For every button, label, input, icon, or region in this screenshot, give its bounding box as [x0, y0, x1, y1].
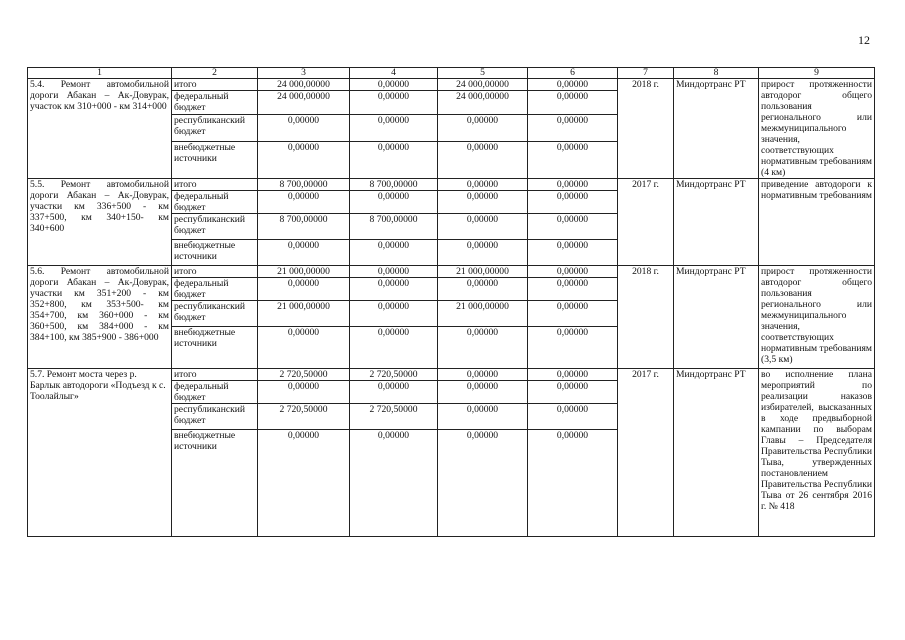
amount-2019: 0,00000 [528, 79, 618, 91]
amount-total: 21 000,00000 [258, 301, 350, 327]
amount-2018: 21 000,00000 [438, 266, 528, 278]
amount-2017: 8 700,00000 [350, 214, 438, 240]
amount-2019: 0,00000 [528, 240, 618, 266]
funding-source: внебюджетные источники [172, 240, 258, 266]
amount-2018: 24 000,00000 [438, 79, 528, 91]
table-row [28, 369, 875, 381]
executor: Миндортранс РТ [674, 79, 759, 179]
amount-2017: 0,00000 [350, 327, 438, 369]
executor: Миндортранс РТ [674, 369, 759, 537]
expected-result: прирост протяженности автодорог общего пользования регионального или межмуниципального значения, соответствующих нормативным требованиям (3,5 км) [759, 266, 875, 369]
funding-source: внебюджетные источники [172, 327, 258, 369]
amount-2019: 0,00000 [528, 179, 618, 191]
execution-year: 2017 г. [618, 369, 674, 537]
expected-result: во исполнение плана мероприятий по реализации наказов избирателей, высказанных в ходе предвыборной кампании по выборам Главы – Председателя Правительства Республики Тыва, утвержденных постановлением Правительства Республики Тыва от 26 сентября 2016 г. № 418 [759, 369, 875, 537]
funding-source: итого [172, 79, 258, 91]
amount-2018: 0,00000 [438, 278, 528, 301]
amount-2019: 0,00000 [528, 91, 618, 115]
amount-2018: 24 000,00000 [438, 91, 528, 115]
table-row [28, 179, 875, 191]
activity-name: 5.6. Ремонт автомобильной дороги Абакан – Ак-Довурак, участки км 351+200 - км 352+800, км 353+500- км 354+700, км 360+000 - км 360+500, км 384+000 - км 384+100, км 385+900 - 386+000 [28, 266, 172, 369]
funding-source: итого [172, 179, 258, 191]
amount-total: 0,00000 [258, 191, 350, 214]
amount-2019: 0,00000 [528, 141, 618, 178]
amount-2019: 0,00000 [528, 191, 618, 214]
amount-2018: 0,00000 [438, 381, 528, 404]
amount-2017: 0,00000 [350, 141, 438, 178]
amount-2019: 0,00000 [528, 404, 618, 430]
amount-2018: 0,00000 [438, 214, 528, 240]
amount-2017: 2 720,50000 [350, 369, 438, 381]
amount-2017: 0,00000 [350, 381, 438, 404]
funding-source: республиканский бюджет [172, 115, 258, 142]
amount-2019: 0,00000 [528, 301, 618, 327]
amount-2017: 0,00000 [350, 240, 438, 266]
funding-source: итого [172, 266, 258, 278]
amount-2018: 0,00000 [438, 430, 528, 537]
execution-year: 2017 г. [618, 179, 674, 266]
amount-2017: 0,00000 [350, 91, 438, 115]
amount-2018: 0,00000 [438, 327, 528, 369]
program-activities-table [27, 67, 875, 537]
column-number-row [28, 68, 875, 79]
column-number: 4 [350, 68, 438, 79]
amount-2017: 0,00000 [350, 301, 438, 327]
amount-total: 0,00000 [258, 430, 350, 537]
activity-name: 5.7. Ремонт моста через р. Барлык автодороги «Подъезд к с. Тоолайлыг» [28, 369, 172, 537]
amount-total: 0,00000 [258, 141, 350, 178]
funding-source: республиканский бюджет [172, 404, 258, 430]
amount-total: 0,00000 [258, 381, 350, 404]
executor: Миндортранс РТ [674, 266, 759, 369]
execution-year: 2018 г. [618, 266, 674, 369]
funding-source: республиканский бюджет [172, 214, 258, 240]
amount-2017: 0,00000 [350, 115, 438, 142]
amount-2018: 0,00000 [438, 404, 528, 430]
amount-2017: 2 720,50000 [350, 404, 438, 430]
amount-2019: 0,00000 [528, 115, 618, 142]
column-number: 1 [28, 68, 172, 79]
table-row [28, 79, 875, 91]
execution-year: 2018 г. [618, 79, 674, 179]
amount-total: 8 700,00000 [258, 214, 350, 240]
activity-name: 5.4. Ремонт автомобильной дороги Абакан – Ак-Довурак, участок км 310+000 - км 314+000 [28, 79, 172, 179]
amount-2017: 0,00000 [350, 266, 438, 278]
executor: Миндортранс РТ [674, 179, 759, 266]
amount-2019: 0,00000 [528, 266, 618, 278]
funding-source: внебюджетные источники [172, 430, 258, 537]
amount-2018: 0,00000 [438, 115, 528, 142]
funding-source: федеральный бюджет [172, 381, 258, 404]
expected-result: приведение автодороги к нормативным требованиям [759, 179, 875, 266]
column-number: 2 [172, 68, 258, 79]
funding-source: федеральный бюджет [172, 191, 258, 214]
amount-2017: 0,00000 [350, 79, 438, 91]
column-number: 8 [674, 68, 759, 79]
amount-2018: 0,00000 [438, 179, 528, 191]
amount-2018: 0,00000 [438, 191, 528, 214]
funding-source: федеральный бюджет [172, 278, 258, 301]
amount-total: 0,00000 [258, 278, 350, 301]
amount-2018: 0,00000 [438, 240, 528, 266]
column-number: 6 [528, 68, 618, 79]
amount-2018: 0,00000 [438, 141, 528, 178]
expected-result: прирост протяженности автодорог общего пользования регионального или межмуниципального значения, соответствующих нормативным требованиям (4 км) [759, 79, 875, 179]
amount-2019: 0,00000 [528, 214, 618, 240]
amount-2017: 8 700,00000 [350, 179, 438, 191]
amount-total: 2 720,50000 [258, 369, 350, 381]
amount-2017: 0,00000 [350, 191, 438, 214]
amount-total: 24 000,00000 [258, 79, 350, 91]
column-number: 5 [438, 68, 528, 79]
funding-source: внебюджетные источники [172, 141, 258, 178]
funding-source: федеральный бюджет [172, 91, 258, 115]
amount-total: 8 700,00000 [258, 179, 350, 191]
amount-2017: 0,00000 [350, 430, 438, 537]
column-number: 3 [258, 68, 350, 79]
amount-2018: 21 000,00000 [438, 301, 528, 327]
amount-2019: 0,00000 [528, 278, 618, 301]
funding-source: республиканский бюджет [172, 301, 258, 327]
amount-2018: 0,00000 [438, 369, 528, 381]
column-number: 7 [618, 68, 674, 79]
column-number: 9 [759, 68, 875, 79]
amount-total: 21 000,00000 [258, 266, 350, 278]
amount-total: 0,00000 [258, 115, 350, 142]
table-row [28, 266, 875, 278]
funding-source: итого [172, 369, 258, 381]
amount-2019: 0,00000 [528, 327, 618, 369]
amount-2017: 0,00000 [350, 278, 438, 301]
page-number: 12 [858, 33, 870, 47]
amount-2019: 0,00000 [528, 381, 618, 404]
amount-2019: 0,00000 [528, 369, 618, 381]
amount-2019: 0,00000 [528, 430, 618, 537]
amount-total: 24 000,00000 [258, 91, 350, 115]
amount-total: 2 720,50000 [258, 404, 350, 430]
amount-total: 0,00000 [258, 327, 350, 369]
amount-total: 0,00000 [258, 240, 350, 266]
activity-name: 5.5. Ремонт автомобильной дороги Абакан – Ак-Довурак, участки км 336+500 - км 337+500, км 340+150- км 340+600 [28, 179, 172, 266]
